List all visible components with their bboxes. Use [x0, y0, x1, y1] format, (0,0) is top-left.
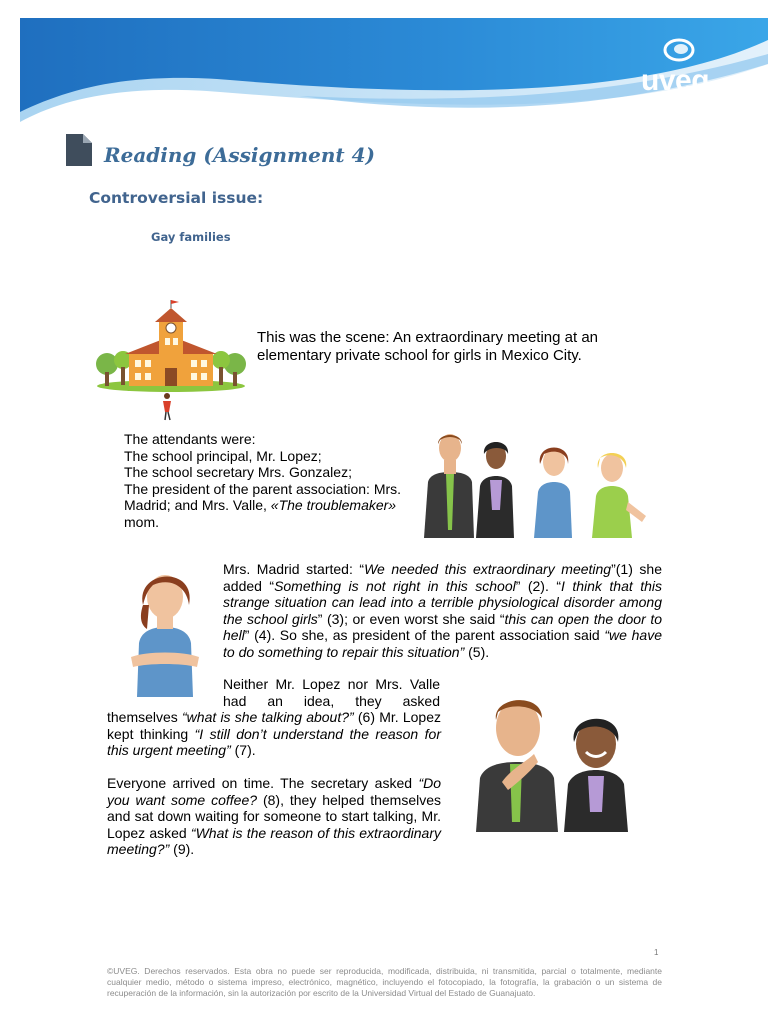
mrs-madrid-illustration — [127, 565, 203, 697]
attendant-secretary: The school secretary Mrs. Gonzalez; — [124, 464, 352, 480]
attendants-illustration — [416, 430, 652, 540]
neither-paragraph-start: Neither Mr. Lopez nor Mrs. Valle had an idea, they asked — [223, 676, 440, 709]
madrid-paragraph: Mrs. Madrid started: “We needed this extraordinary meeting”(1) she added “Something is not right in this school” (2). “I think that this strange situation can lead into a terrible physiological disorder among the school girls” (3); or even worst she said “this can open the door to hell” (4). So she, as president of the parent association said “we have to do something to repair this situation” (5). — [223, 561, 663, 660]
logo-text: uveg — [641, 64, 710, 97]
attendant-principal: The school principal, Mr. Lopez; — [124, 447, 322, 464]
lopez-gonzalez-illustration — [472, 692, 644, 832]
copyright-footer: ©UVEG. Derechos reservados. Esta obra no puede ser reproducida, modificada, distribuida, ni transmitida, parcial o totalmente, mediante cualquier medio, método o sistema impreso, electrónico, magnético, incluyendo el fotocopiado, la fotografía, la grabación o un sistema de recuperación de la información, sin la autorización por escrito de la Universidad Virtual del Estado de Guanajuato. — [107, 966, 662, 998]
school-illustration — [95, 298, 247, 426]
intro-paragraph: This was the scene: An extraordinary meeting at an elementary private school for girls in Mexico City. — [257, 329, 599, 364]
page-title: Reading (Assignment 4) — [104, 143, 376, 167]
attendants-heading: The attendants were: — [124, 431, 256, 447]
attendant-president: The president of the parent association: Mrs. Madrid; and Mrs. Valle, «The troublemaker» mom. — [124, 480, 402, 530]
document-icon — [66, 134, 92, 166]
section-subtitle: Controversial issue: — [89, 189, 264, 207]
neither-paragraph-rest: themselves “what is she talking about?” (6) Mr. Lopez kept thinking “I still don’t understand the reason for this urgent meeting” (7). — [107, 709, 441, 758]
page-number: 1 — [654, 948, 659, 957]
attendants-paragraph — [124, 431, 402, 530]
logo-subtitle: Universidad Virtual del Estado de Guanajuato — [645, 98, 712, 108]
arrived-paragraph: Everyone arrived on time. The secretary asked “Do you want some coffee? (8), they helped themselves and sat down waiting for someone to start talking, Mr. Lopez asked “What is the reason of this extraordinary meeting?” (9). — [107, 775, 441, 857]
topic-label: Gay families — [151, 230, 231, 244]
